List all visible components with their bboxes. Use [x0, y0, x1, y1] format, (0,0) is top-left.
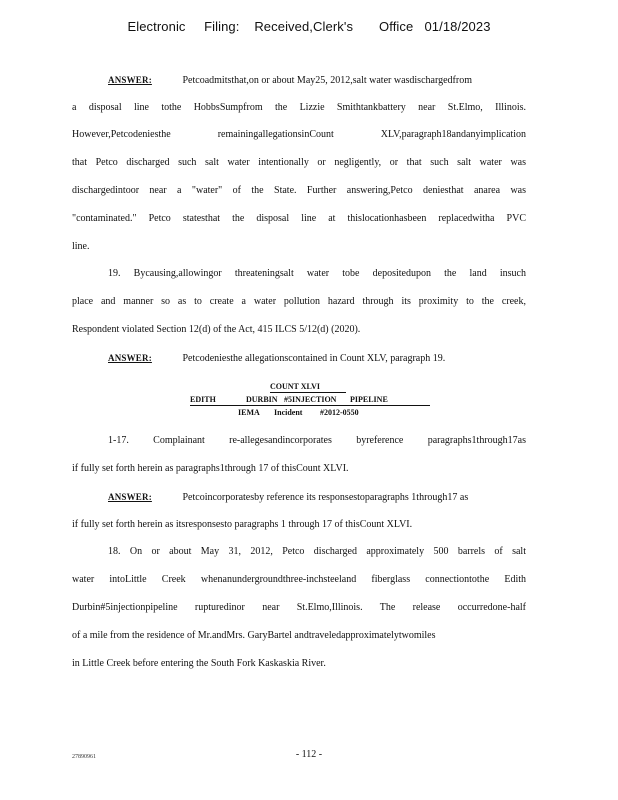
- count-subtitle-pipeline: PIPELINE: [350, 395, 388, 404]
- text-line: 1-17. Complainant re-allegesandincorporates byreference paragraphs1through17as: [108, 435, 526, 446]
- text-line: "contaminated." Petco statesthat the disposal line at thislocationhasbeen replacedwitha PVC: [72, 213, 526, 224]
- answer-label: ANSWER:: [108, 353, 152, 363]
- count-subtitle: [190, 395, 430, 406]
- text-line: 18. On or about May 31, 2012, Petco discharged approximately 500 barrels of salt: [108, 546, 526, 557]
- text-line: in Little Creek before entering the South Fork Kaskaskia River.: [72, 658, 326, 669]
- text-line: if fully set forth herein as itsresponsesto paragraphs 1 through 17 of thisCount XLVI.: [72, 519, 413, 530]
- text-line: 19. Bycausing,allowingor threateningsalt water tobe depositedupon the land insuch: [108, 268, 526, 279]
- answer-line: [108, 491, 526, 504]
- answer-text: Petcoadmitsthat,on or about May25, 2012,salt water wasdischargedfrom: [182, 75, 472, 86]
- text-line: water intoLittle Creek whenanundergroundthree-inchsteeland fiberglass connectiontothe Edith: [72, 574, 526, 585]
- answer-line: [108, 352, 526, 365]
- page-number: - 112 -: [295, 749, 323, 760]
- answer-line: [108, 74, 526, 87]
- answer-text: Petcodeniesthe allegationscontained in Count XLV, paragraph 19.: [182, 353, 446, 364]
- count-subtitle-injection: #5INJECTION: [284, 395, 337, 404]
- text-line: if fully set forth herein as paragraphs1through 17 of thisCount XLVI.: [72, 463, 349, 474]
- text-line: However,Petcodeniesthe remainingallegationsinCount XLV,paragraph18andanyimplication: [72, 129, 526, 140]
- text-line: a disposal line tothe HobbsSumpfrom the Lizzie Smithtankbattery near St.Elmo, Illinois.: [72, 102, 526, 113]
- text-line: Respondent violated Section 12(d) of the Act, 415 ILCS 5/12(d) (2020).: [72, 324, 361, 335]
- count-subtitle-durbin: DURBIN: [246, 395, 278, 404]
- count-incident-label: Incident: [274, 408, 303, 417]
- text-line: of a mile from the residence of Mr.andMrs. GaryBartel andtraveledapproximatelytwomiles: [72, 630, 436, 641]
- answer-label: ANSWER:: [108, 492, 152, 502]
- text-line: Durbin#5injectionpipeline rupturedinor near St.Elmo,Illinois. The release occurredone-half: [72, 602, 526, 613]
- count-incident-iema: IEMA: [238, 408, 260, 417]
- count-title: COUNT XLVI: [270, 382, 346, 393]
- answer-text: Petcoincorporatesby reference its responsestoparagraphs 1through17 as: [182, 492, 469, 503]
- count-incident-number: #2012-0550: [320, 408, 359, 417]
- filing-header: Electronic Filing: Received,Clerk's Office 01/18/2023: [127, 19, 491, 34]
- answer-label: ANSWER:: [108, 75, 152, 85]
- text-line: that Petco discharged such salt water intentionally or negligently, or that such salt water was: [72, 157, 526, 168]
- count-subtitle-edith: EDITH: [190, 395, 216, 404]
- text-line: place and manner so as to create a water pollution hazard through its proximity to the creek,: [72, 296, 526, 307]
- text-line: line.: [72, 241, 90, 252]
- text-line: dischargedintoor near a "water" of the State. Further answering,Petco deniesthat anarea was: [72, 185, 526, 196]
- document-id: 27890961: [72, 754, 96, 760]
